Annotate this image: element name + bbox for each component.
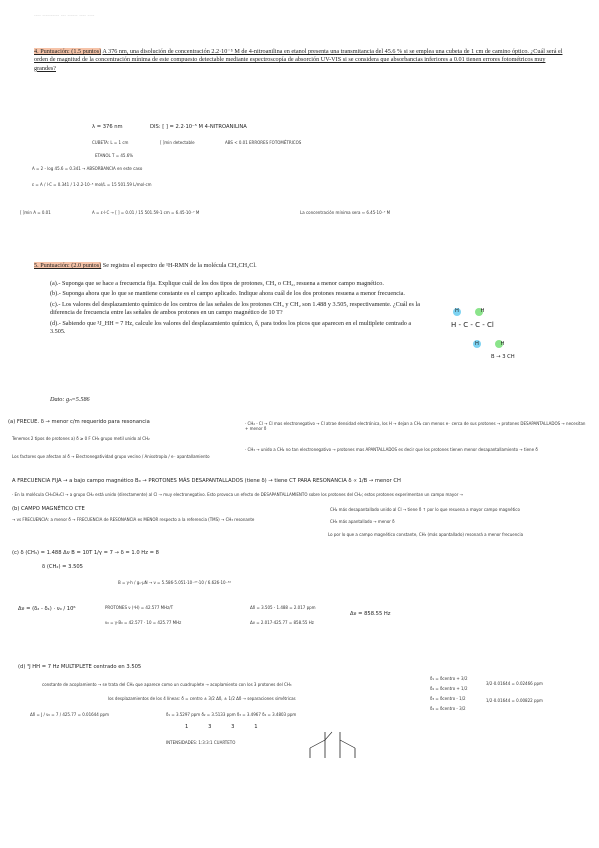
answer-b-ch3: CH₃ más apantallado → menor δ [330, 519, 395, 524]
answer-d-delta2: δ₂ = δcentro + 1/2 [430, 686, 468, 691]
answer-c-delta-nu-formula: Δν = (δ₂ - δ₁) · ν₀ / 10⁶ [18, 606, 76, 612]
q4-work-errors: ABS < 0.01 ERRORES FOTOMÉTRICOS [225, 140, 302, 145]
molecule-bottom-h: H H [475, 341, 515, 347]
answer-b-title: (b) CAMPO MAGNÉTICO CTE [12, 506, 85, 512]
q4-work-min-detectable: [ ]min detectable [160, 140, 195, 145]
answer-d-lines: los desplazamientos de los 4 líneas: δ = centro ± 3/2 Δδ, ± 1/2 Δδ → separaciones simétricas [108, 696, 296, 701]
q4-work-solution: DIS: [ ] = 2.2·10⁻⁵ M 4-NITROANILINA [150, 124, 247, 130]
question-4-text: A 376 nm, una disolución de concentración 2.2·10⁻⁵ M de 4-nitroanilina en etanol presenta una transmitancia del 45.6 % si se emplea una cubeta de 1 cm de camino óptico. ¿Cuál será el orden de magnitud de la concentración mínima de este compuesto detectable mediante espectroscopía de absorción UV-VIS si se considera que absorbancias inferiores a 0.01 tienen errores fotométricos muy grandes? [34, 48, 563, 72]
question-5-item: (b).- Suponga ahora que lo que se mantiene constante es el campo aplicado. Indique ahora cuál de los dos protones resuena a menor frecuencia. [50, 290, 405, 298]
question-4-label: 4. Puntuación: (1.5 puntos) [34, 48, 102, 55]
question-5-label: 5. Puntuación: (2.0 puntos) [34, 262, 102, 269]
q4-work-cmin-a: [ ]min A = 0.01 [20, 210, 51, 215]
question-5-item: (c).- Los valores del desplazamiento químico de los centros de las señales de los protones CH₃ y CH₂ son 1.488 y 3.505, respectivamente. ¿Cuál es la diferencia de frecuencia entre las señales de ambos protones en un campo magnético de 10 T? [50, 300, 420, 317]
answer-d-intensities: INTENSIDADES: 1:3:3:1 CUARTETO [166, 740, 236, 745]
answer-c-delta-nu-calc: Δν = 2.017·425.77 = 858.55 Hz [250, 620, 314, 625]
page-header: ---- ---------- --- ------ ---- ---- [34, 13, 95, 19]
question-5-item: (a).- Suponga que se hace a frecuencia fija. Explique cuál de los dos tipos de protones, CH₃ o CH₂, resuena a menor campo magnético. [50, 280, 384, 287]
q4-work-lambda: λ = 376 nm [92, 124, 123, 130]
answer-a-fixed-frequency: A FRECUENCIA FIJA → a bajo campo magnético B₀ → PROTONES MÁS DESAPANTALLADOS (tiene δ) → tiene CT PARA RESONANCIA δ ∝ 1/B → menor CH [12, 478, 401, 484]
q4-work-cmin-formula: A = ε·l·C → [ ] = 0.01 / 15 501.59·1 cm = 6.45·10⁻⁷ M [92, 210, 200, 215]
answer-c-delta-delta: Δδ = 3.505 - 1.488 = 2.017 ppm [250, 605, 316, 610]
answer-c-delta-ch2: δ (CH₂) = 3.505 [42, 564, 83, 570]
answer-c-delta-ch3: (c) δ (CH₃) = 1.488 Δν B = 10T 1/γ = 7 → δ = 1.0 Hz = 8 [12, 550, 159, 556]
answer-d-delta-delta: Δδ = J / ν₀ = 7 / 425.77 = 0.01644 ppm [30, 712, 109, 717]
molecule-note: B → 3 CH [491, 354, 515, 360]
answer-d-intensity-digits: 1 3 3 1 [185, 724, 258, 730]
q4-work-solvent: ETANOL T = 45.6% [95, 153, 134, 158]
q4-work-epsilon: ε = A / l·C = 0.341 / 1·2.2·10⁻⁵ mol/L = 15 501.59 L/mol·cm [32, 182, 152, 187]
answer-a-title: (a) FRECUE. δ → menor c/m requerido para resonancia [8, 419, 150, 425]
answer-d-offset-3-2: 3/2·0.01644 = 0.02466 ppm [486, 681, 543, 686]
question-4 [34, 48, 564, 73]
answer-d-coupling: constante de acoplamiento → se trata del CH₂ que aparece como un cuadruplete → acoplamiento con los 3 protones del CH₃ [42, 682, 292, 687]
molecule-top-h: H H [455, 308, 495, 314]
answer-b-frequency: → vs FRECUENCIA: a menor δ → FRECUENCIA de RESONANCIA es MENOR respecto a la referencia (TMS) → CH₃ resonante [12, 517, 255, 522]
answer-a-ch3: · CH₃ → unido a CH₂ no tan electronegativo → protones mas APANTALLADOS es decir que los protones tienen menor desapantallamiento → tiene δ [245, 447, 538, 452]
answer-c-gamma: PROTONES ν (¹H) = 42.577 MHz/T [105, 605, 174, 610]
molecule-sketch [445, 308, 555, 378]
answer-d-delta3: δ₃ = δcentro - 1/2 [430, 696, 466, 701]
molecule-backbone: H - C - C - Cl [451, 321, 494, 329]
answer-a-factors: Los factores que afectan al δ → Electronegatividad grupo vecino / Anisotropía / e⁻ apantallamiento [12, 454, 210, 459]
question-5-intro: Se registra el espectro de ¹H-RMN de la molécula CH₃CH₂Cl. [102, 262, 257, 269]
answer-d-offset-1-2: 1/2·0.01644 = 0.00822 ppm [486, 698, 543, 703]
answer-c-nu0: ν₀ = γ·B₀ = 42.577 · 10 = 425.77 MHz [105, 620, 182, 625]
answer-d-deltas: δ₁ = 3.5297 ppm δ₂ = 3.5133 ppm δ₃ = 3.4967 δ₄ = 3.4803 ppm [166, 712, 297, 717]
answer-a-types: Tenemos 2 tipos de protones a) δ ≥ 0 F CH₃ grupo metil unido al CH₂ [12, 436, 150, 441]
quartet-sketch [300, 722, 370, 762]
question-5 [34, 262, 564, 270]
answer-d-delta4: δ₄ = δcentro - 3/2 [430, 706, 466, 711]
question-5-items [50, 280, 420, 338]
answer-c-b-formula: B = γ·h / gₙ·μN → ν = 5.586·5.051·10⁻²⁷·10 / 6.626·10⁻³⁴ [118, 580, 231, 585]
q4-work-absorbance: A = 2 - log 45.6 = 0.341 → ABSORBANCIA en este caso [32, 166, 143, 171]
splitting-lines [310, 732, 355, 748]
answer-d-delta1: δ₁ = δcentro + 3/2 [430, 676, 468, 681]
answer-c-result: Δν = 858.55 Hz [350, 611, 391, 617]
question-5-dato: Dato: gₙ=5.586 [50, 396, 90, 403]
answer-a-molecule: · En la molécula CH₃CH₂Cl → a grupo CH₂ está unido (directamente) al Cl → muy electronegativo. Esto provoca un efecto de DESAPANTALLAMIENTO sobre los protones del CH₂; estos protones experimentan un campo mayor → [12, 492, 463, 497]
answer-d-title: (d) ³J HH = 7 Hz MULTIPLETE centrado en 3.505 [18, 664, 142, 670]
answer-b-conclusion: Lo por lo que a campo magnético constante, CH₃ (más apantallado) resonará a menor frecuencia [328, 532, 524, 537]
answer-b-ch2: CH₂ más desapantallado unido al Cl → tiene δ ↑ por lo que resuena a mayor campo magnético [330, 507, 520, 512]
q4-work-conclusion: La concentración mínima sera ≈ 6.45·10⁻⁷ M [300, 210, 391, 215]
question-5-item: (d).- Sabiendo que ³J_HH = 7 Hz, calcule los valores del desplazamiento químico, δ, para todos los picos que aparecen en el multiplete centrado a 3.505. [50, 319, 412, 336]
q4-work-cell: CUBETA: L = 1 cm [92, 140, 129, 145]
answer-a-ch2: · CH₂ - Cl → Cl mas electronegativo → Cl atrae densidad electrónica, los H → dejan a CH₂ con menos e⁻ cerca de sus protones → protones DESAPANTALLADOS → necesitan + menor δ [245, 421, 586, 431]
